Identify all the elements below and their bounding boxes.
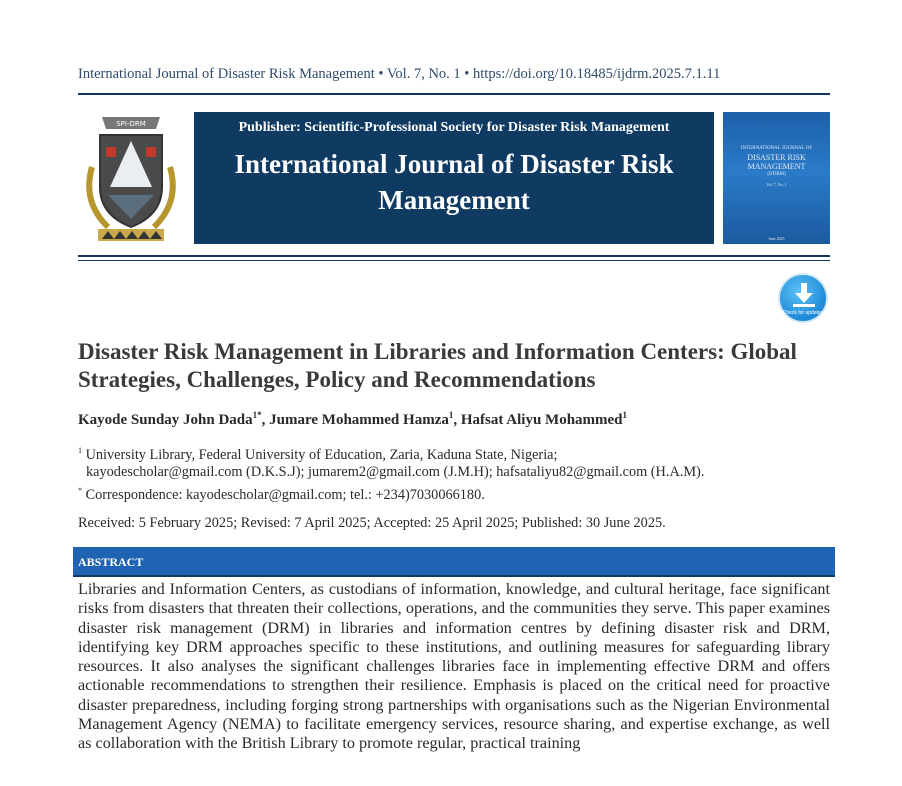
header-rule: [78, 93, 830, 95]
author-name: Hafsat Aliyu Mohammed: [460, 412, 623, 428]
author-name: Kayode Sunday John Dada: [78, 412, 253, 428]
author-name: Jumare Mohammed Hamza: [269, 412, 449, 428]
correspondence-text: Correspondence: kayodescholar@gmail.com; tel.: +234)7030066180.: [85, 486, 485, 503]
publisher-line: Publisher: Scientific-Professional Society for Disaster Risk Management: [238, 120, 670, 135]
author-mark: 1: [622, 410, 628, 420]
society-crest-logo: [78, 107, 184, 247]
correspondence: [78, 486, 485, 504]
affiliation: [78, 442, 704, 481]
author-list: Kayode Sunday John Dada$^{1*}$, Jumare Mohammed Hamza$^1$, Hafsat Aliyu Mohammed$^1$: [78, 410, 628, 428]
cover-title: DISASTER RISK MANAGEMENT: [747, 153, 806, 171]
author-emails: kayodescholar@gmail.com (D.K.S.J); jumarem2@gmail.com (J.M.H); hafsataliyu82@gmail.com (H.A.M).: [86, 463, 705, 480]
svg-text:SPI-DRM: SPI-DRM: [116, 120, 146, 128]
cover-date: June 2025: [768, 236, 785, 241]
abstract-heading: ABSTRACT: [73, 547, 835, 577]
cover-volume: Vol. 7, No. 1: [766, 182, 787, 187]
header-rule-bottom-thin: [78, 260, 830, 261]
affiliation-mark: 1: [78, 446, 82, 455]
journal-banner: [194, 112, 714, 244]
journal-cover: [723, 112, 830, 244]
check-updates-label: Check for updates: [782, 310, 824, 316]
abstract-text: Libraries and Information Centers, as custodians of information, knowledge, and cultural heritage, face significant risks from disasters that threaten their collections, operations, and the communities they serve. This paper examines disaster risk management (DRM) in libraries and information centres by defining disaster risk and DRM, identifying key DRM approaches specific to these institutions, and outlining measures for safeguarding library resources. It also analyses the significant challenges libraries face in implementing effective DRM and offers actionable recommendations to strengthen their resilience. Emphasis is placed on the critical need for proactive disaster preparedness, including forging strong partnerships with organisations such as the Nigerian Environmental Management Agency (NEMA) to facilitate emergency services, resource sharing, and expertise exchange, as well as collaboration with the British Library to promote regular, practical training: [78, 580, 830, 753]
download-arrow-icon: [793, 283, 815, 307]
article-dates: Received: 5 February 2025; Revised: 7 April 2025; Accepted: 25 April 2025; Published: 30 June 2025.: [78, 515, 666, 531]
cover-line-1: INTERNATIONAL JOURNAL OF: [740, 146, 813, 151]
journal-title: International Journal of Disaster Risk Management: [234, 149, 674, 215]
header-rule-bottom: [78, 255, 830, 257]
cover-abbrev: (IJDRM): [767, 172, 786, 177]
article-title: Disaster Risk Management in Libraries and Information Centers: Global Strategies, Challenges, Policy and Recommendations: [78, 339, 797, 392]
correspondence-mark: *: [78, 486, 82, 495]
author-mark: 1*: [252, 410, 262, 420]
check-updates-button[interactable]: [778, 273, 828, 323]
affiliation-text: University Library, Federal University of Education, Zaria, Kaduna State, Nigeria;: [85, 446, 558, 463]
running-head: International Journal of Disaster Risk Management • Vol. 7, No. 1 • https://doi.org/10.18485/ijdrm.2025.7.1.11: [78, 66, 721, 82]
author-mark: 1: [448, 410, 454, 420]
society-logo: [78, 107, 184, 247]
